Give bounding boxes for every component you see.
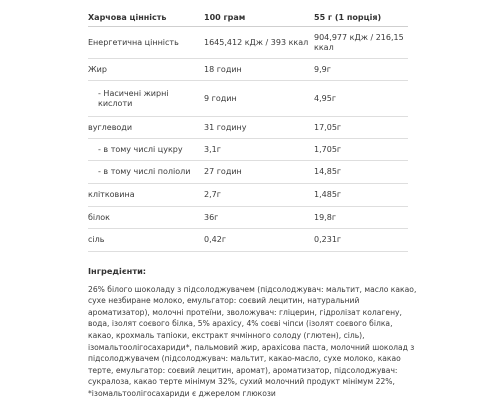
nutrition-row (88, 81, 408, 117)
nutrition-table (88, 9, 408, 252)
nutrient-name: - в тому числі цукру (88, 139, 204, 161)
value-per-100g: 2,7г (204, 184, 314, 207)
nutrient-name: вуглеводи (88, 117, 204, 139)
value-per-serving: 9,9г (314, 59, 408, 81)
nutrition-row (88, 59, 408, 81)
value-per-serving: 1,485г (314, 184, 408, 207)
value-per-serving: 19,8г (314, 207, 408, 229)
nutrition-row (88, 117, 408, 139)
nutrition-row (88, 139, 408, 161)
value-per-serving: 4,95г (314, 81, 408, 117)
nutrient-name: клітковина (88, 184, 204, 207)
nutrient-name: - Насичені жирні кислоти (88, 81, 204, 117)
header-per-100g: 100 грам (204, 9, 314, 27)
value-per-100g: 3,1г (204, 139, 314, 161)
ingredients-section (88, 266, 418, 400)
nutrient-name: білок (88, 207, 204, 229)
nutrient-name: Енергетична цінність (88, 27, 204, 59)
nutrition-header-row (88, 9, 408, 27)
nutrient-name: - в тому числі поліоли (88, 161, 204, 184)
nutrition-body (88, 27, 408, 252)
ingredients-title: Інгредієнти: (88, 266, 147, 276)
value-per-serving: 1,705г (314, 139, 408, 161)
value-per-serving: 904,977 кДж / 216,15 ккал (314, 27, 408, 59)
nutrition-row (88, 184, 408, 207)
nutrition-row (88, 207, 408, 229)
value-per-100g: 18 годин (204, 59, 314, 81)
value-per-serving: 17,05г (314, 117, 408, 139)
nutrient-name: сіль (88, 229, 204, 252)
value-per-serving: 14,85г (314, 161, 408, 184)
value-per-100g: 27 годин (204, 161, 314, 184)
nutrition-row (88, 27, 408, 59)
nutrition-row (88, 161, 408, 184)
value-per-100g: 9 годин (204, 81, 314, 117)
header-nutrient: Харчова цінність (88, 9, 204, 27)
value-per-100g: 0,42г (204, 229, 314, 252)
value-per-serving: 0,231г (314, 229, 408, 252)
nutrient-name: Жир (88, 59, 204, 81)
nutrition-row (88, 229, 408, 252)
value-per-100g: 36г (204, 207, 314, 229)
header-per-serving: 55 г (1 порція) (314, 9, 408, 27)
value-per-100g: 1645,412 кДж / 393 ккал (204, 27, 314, 59)
value-per-100g: 31 годину (204, 117, 314, 139)
ingredients-text: 26% білого шоколаду з підсолоджувачем (підсолоджувач: мальтит, масло какао, сухе незбиране молоко, емульгатор: соєвий лецитин, натуральний ароматизатор), молочні протеїни, зволожувач: гліцерин, гідролізат колагену, вода, ізолят соєвого білка, 5% арахісу, 4% соєві чіпси (ізолят соєвого білка, какао, крохмаль тапіоки, екстракт ячмінного солоду (глютен), сіль), ізомальтоолігосахариди*, пальмовий жир, арахісова паста, молочний шоколад з підсолоджувачем (підсолоджувач: мальтит, какао-масло, сухе молоко, какао терте, емульгатор: соєвий лецитин, аромат), ароматизатор, підсолоджувач: сукралоза, какао терте мінімум 32%, сухий молочний продукт мінімум 22%, *ізомальтоолігосахариди є джерелом глюкози (88, 284, 417, 398)
